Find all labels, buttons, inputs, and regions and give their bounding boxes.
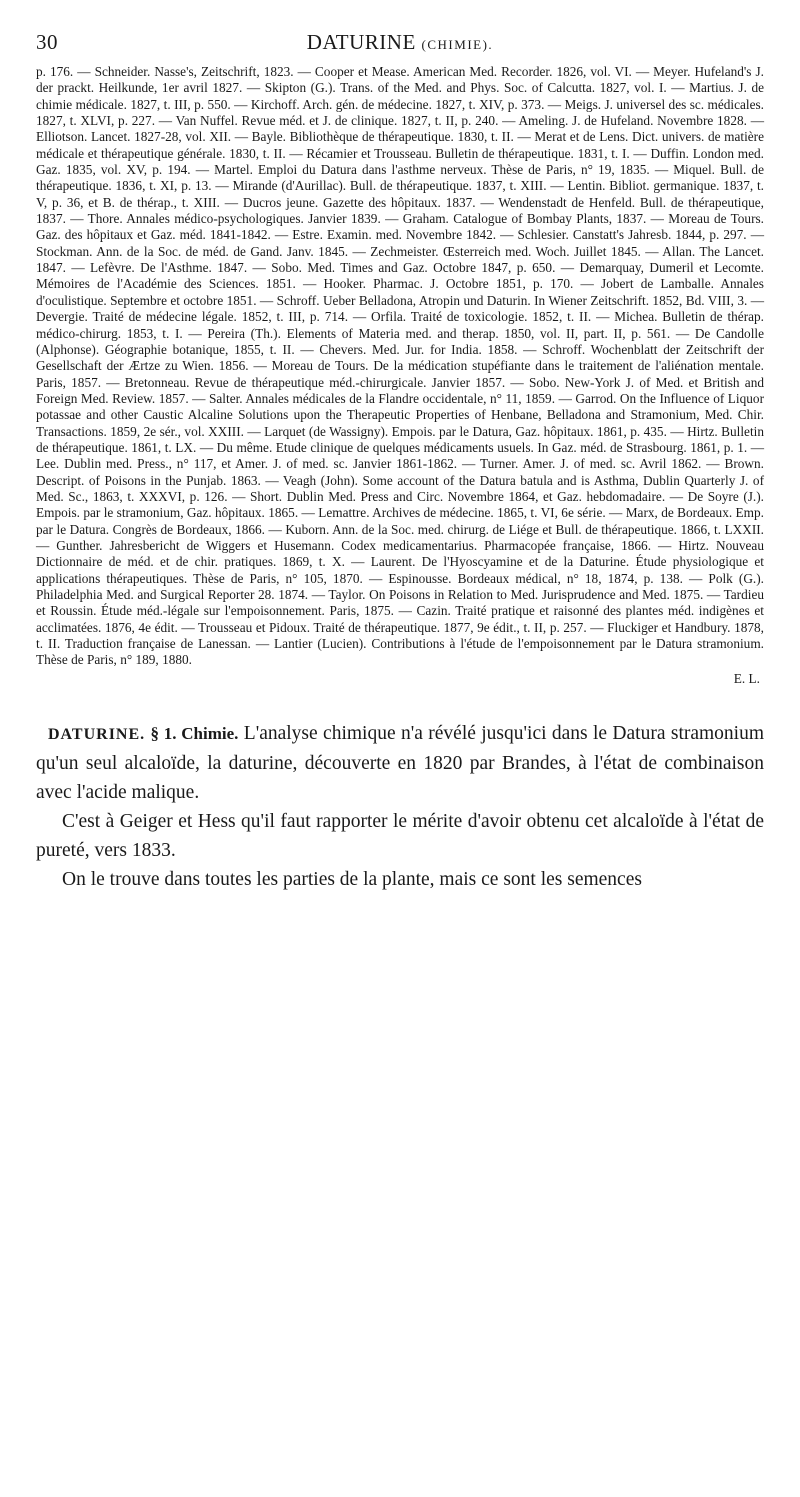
running-header: [36, 30, 764, 64]
section-heading: § 1. Chimie.: [150, 723, 239, 743]
chapter-daturine: [36, 719, 764, 894]
running-title-sub: (CHIMIE).: [421, 37, 494, 52]
chapter-heading: DATURINE.: [48, 725, 146, 743]
author-signature: E. L.: [733, 670, 760, 686]
running-title: [36, 30, 764, 55]
bibliography-block: p. 176. — Schneider. Nasse's, Zeitschrift, 1823. — Cooper et Mease. American Med. Recorder. 1826, vol. VI. — Meyer. Hufeland's J. der prackt. Heilkunde, 1er avril 1827. — Skipton (G.). Trans. of the Med. and Phys. Soc. of Calcutta. 1827, vol. I. — Martius. J. de chimie médicale. 1827, t. III, p. 550. — Kirchoff. Arch. gén. de médecine. 1827, t. XIV, p. 373. — Meigs. J. universel des sc. médicales. 1827, t. XLVI, p. 227. — Van Nuffel. Revue méd. et J. de clinique. 1827, t. II, p. 240. — Ameling. J. de Hufeland. Novembre 1828. — Elliotson. Lancet. 1827-28, vol. XII. — Bayle. Bibliothèque de thérapeutique. 1830, t. II. — Merat et de Lens. Dict. univers. de matière médicale et thérapeutique générale. 1830, t. II. — Récamier et Trousseau. Bulletin de thérapeutique. 1831, t. I. — Duffin. London med. Gaz. 1835, vol. XV, p. 194. — Martel. Emploi du Datura dans l'asthme nerveux. Thèse de Paris, n° 19, 1835. — Miquel. Bull. de thérapeutique. 1836, t. XI, p. 13. — Mirande (d'Aurillac). Bull. de thérapeutique. 1837, t. XIII. — Lentin. Bibliot. germanique. 1837, t. V, p. 36, et B. de thérap., t. XIII. — Ducros jeune. Gazette des hôpitaux. 1837. — Wendenstadt de Henfeld. Bull. de thérapeutique, 1837. — Thore. Annales médico-psychologiques. Janvier 1839. — Graham. Catalogue of Bombay Plants, 1837. — Moreau de Tours. Gaz. des hôpitaux et Gaz. méd. 1841-1842. — Estre. Examin. med. Novembre 1842. — Schlesier. Canstatt's Jahresb. 1844, p. 297. — Stockman. Ann. de la Soc. de méd. de Gand. Janv. 1845. — Zechmeister. Œsterreich med. Woch. Juillet 1845. — Allan. The Lancet. 1847. — Lefèvre. De l'Asthme. 1847. — Sobo. Med. Times and Gaz. Octobre 1847, p. 650. — Demarquay, Dumeril et Lecomte. Mémoires de l'Académie des Sciences. 1851. — Hooker. Pharmac. J. Octobre 1851, p. 170. — Jobert de Lamballe. Annales d'oculistique. Septembre et octobre 1851. — Schroff. Ueber Belladona, Atropin und Daturin. In Wiener Zeitschrift. 1852, Bd. VIII, 3. — Devergie. Traité de médecine légale. 1852, t. III, p. 714. — Orfila. Traité de toxicologie. 1852, t. II. — Michea. Bulletin de thérap. médico-chirurg. 1853, t. I. — Pereira (Th.). Elements of Materia med. and therap. 1850, vol. II, part. II, p. 561. — De Candolle (Alphonse). Géographie botanique, 1855, t. II. — Chevers. Med. Jur. for India. 1858. — Schroff. Wochenblatt der Zeitschrift der Gesellschaft der Ærtze zu Wien. 1856. — Moreau de Tours. De la médication stupéfiante dans le traitement de l'aliénation mentale. Paris, 1857. — Bretonneau. Revue de thérapeutique méd.-chirurgicale. Janvier 1857. — Sobo. New-York J. of Med. et British and Foreign Med. Review. 1857. — Salter. Annales médicales de la Flandre occidentale, n° 11, 1859. — Garrod. On the Influence of Liquor potassae and other Caustic Alcaline Solutions upon the Therapeutic Properties of Henbane, Belladona and Stramonium, Med. Chir. Transactions. 1859, 2e sér., vol. XXIII. — Larquet (de Wassigny). Empois. par le Datura, Gaz. hôpitaux. 1861, p. 435. — Hirtz. Bulletin de thérapeutique. 1861, t. LX. — Du même. Etude clinique de quelques médicaments usuels. In Gaz. méd. de Strasbourg. 1861, p. 1. — Lee. Dublin med. Press., n° 117, et Amer. J. of med. sc. Janvier 1861-1862. — Turner. Amer. J. of med. sc. Avril 1862. — Brown. Descript. of Poisons in the Punjab. 1863. — Veagh (John). Some account of the Datura batula and is Asthma, Dublin Quarterly J. of Med. Sc., 1863, t. XXXVI, p. 126. — Short. Dublin Med. Press and Circ. Novembre 1864, et Gaz. hebdomadaire. — De Soyre (J.). Empois. par le stramonium, Gaz. hôpitaux. 1865. — Lemattre. Archives de médecine. 1865, t. VI, 6e série. — Marx, de Bordeaux. Emp. par le Datura. Congrès de Bordeaux, 1866. — Kuborn. Ann. de la Soc. med. chirurg. de Liége et Bull. de thérapeutique. 1866, t. LXXII. — Gunther. Jahresbericht de Wiggers et Husemann. Codex medicamentarius. Pharmacopée française, 1866. — Hirtz. Nouveau Dictionnaire de méd. et de chir. pratiques. 1869, t. X. — Laurent. De l'Hyoscyamine et de la Daturine. Étude physiologique et applications thérapeutiques. Thèse de Paris, n° 105, 1870. — Espinousse. Bordeaux médical, n° 18, 1874, p. 138. — Polk (G.). Philadelphia Med. and Surgical Reporter 28. 1874. — Taylor. On Poisons in Relation to Med. Jurisprudence and Med. 1875. — Tardieu et Roussin. Étude méd.-légale sur l'empoisonnement. Paris, 1875. — Cazin. Traité pratique et raisonné des plantes méd. indigènes et acclimatées. 1876, 4e édit. — Trousseau et Pidoux. Traité de thérapeutique. 1877, 9e édit., t. II, p. 257. — Fluckiger et Handbury. 1878, t. II. Traduction française de Lanessan. — Lantier (Lucien). Contributions à l'étude de l'empoisonnement par le Datura stramonium. Thèse de Paris, n° 189, 1880.: [36, 64, 764, 668]
page: [36, 30, 764, 894]
chapter-paragraph-1: [36, 719, 764, 807]
paragraph-text: L'analyse chimique n'a révélé jusqu'ici dans le Datura stramonium qu'un seul alcaloïde, la daturine, découverte en 1820 par Brandes, à l'état de combinaison avec l'acide malique.: [36, 722, 765, 803]
running-title-main: DATURINE: [306, 30, 416, 54]
chapter-paragraph-3: On le trouve dans toutes les parties de la plante, mais ce sont les semences: [62, 868, 642, 890]
chapter-paragraph-2: C'est à Geiger et Hess qu'il faut rapporter le mérite d'avoir obtenu cet alcaloïde à l'état de pureté, vers 1833.: [36, 810, 764, 861]
page-number: 30: [36, 30, 58, 54]
